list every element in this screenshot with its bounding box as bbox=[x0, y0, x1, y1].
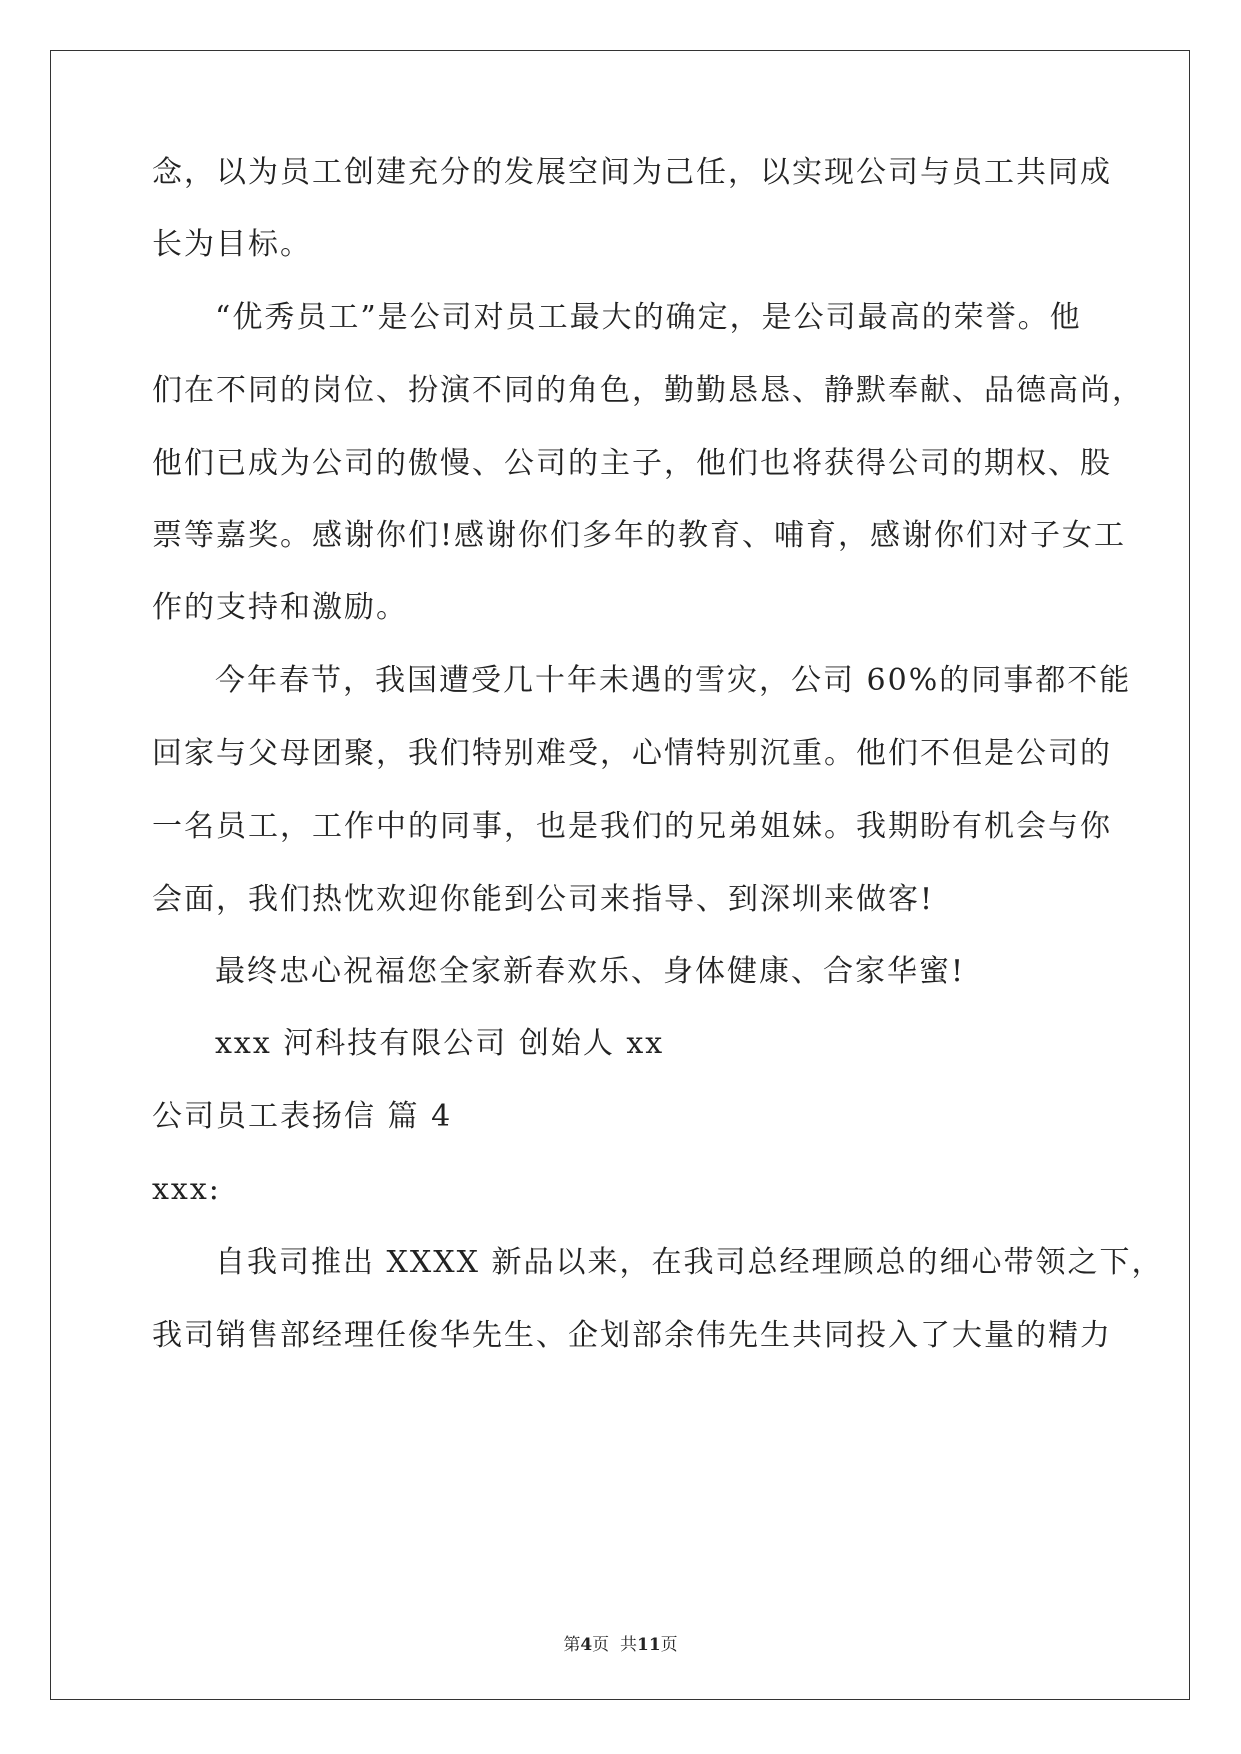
page-total: 11 bbox=[636, 1635, 661, 1655]
text-line: 票等嘉奖。感谢你们!感谢你们多年的教育、哺育，感谢你们对子女工 bbox=[152, 518, 1127, 553]
text-line: 我司销售部经理任俊华先生、企划部余伟先生共同投入了大量的精力 bbox=[152, 1318, 1112, 1353]
footer-mid: 页 共 bbox=[592, 1635, 637, 1655]
page-number: 4 bbox=[580, 1635, 593, 1655]
text-line: “优秀员工”是公司对员工最大的确定，是公司最高的荣誉。他 bbox=[215, 300, 1082, 335]
text-line: 长为目标。 bbox=[152, 227, 312, 262]
text-line: 最终忠心祝福您全家新春欢乐、身体健康、合家华蜜! bbox=[215, 954, 966, 989]
text-line: 作的支持和激励。 bbox=[152, 590, 408, 625]
text-line: 们在不同的岗位、扮演不同的角色，勤勤恳恳、静默奉献、品德高尚， bbox=[152, 373, 1144, 408]
salutation: xxx: bbox=[152, 1172, 221, 1207]
footer-prefix: 第 bbox=[563, 1635, 581, 1655]
text-line: 今年春节，我国遭受几十年未遇的雪灾，公司 60%的同事都不能 bbox=[215, 663, 1132, 698]
text-line: 回家与父母团聚，我们特别难受，心情特别沉重。他们不但是公司的 bbox=[152, 736, 1112, 771]
text-line: 念，以为员工创建充分的发展空间为己任，以实现公司与员工共同成 bbox=[152, 155, 1112, 190]
text-line: 自我司推出 XXXX 新品以来，在我司总经理顾总的细心带领之下， bbox=[215, 1245, 1164, 1280]
page-footer bbox=[0, 1630, 1241, 1655]
signature-line: xxx 河科技有限公司 创始人 xx bbox=[215, 1026, 665, 1061]
text-line: 一名员工，工作中的同事，也是我们的兄弟姐妹。我期盼有机会与你 bbox=[152, 809, 1112, 844]
page-border bbox=[50, 50, 1190, 1700]
text-line: 会面，我们热忱欢迎你能到公司来指导、到深圳来做客! bbox=[152, 882, 935, 917]
section-heading: 公司员工表扬信 篇 4 bbox=[152, 1099, 453, 1134]
footer-suffix: 页 bbox=[660, 1635, 678, 1655]
text-line: 他们已成为公司的傲慢、公司的主子，他们也将获得公司的期权、股 bbox=[152, 446, 1112, 481]
